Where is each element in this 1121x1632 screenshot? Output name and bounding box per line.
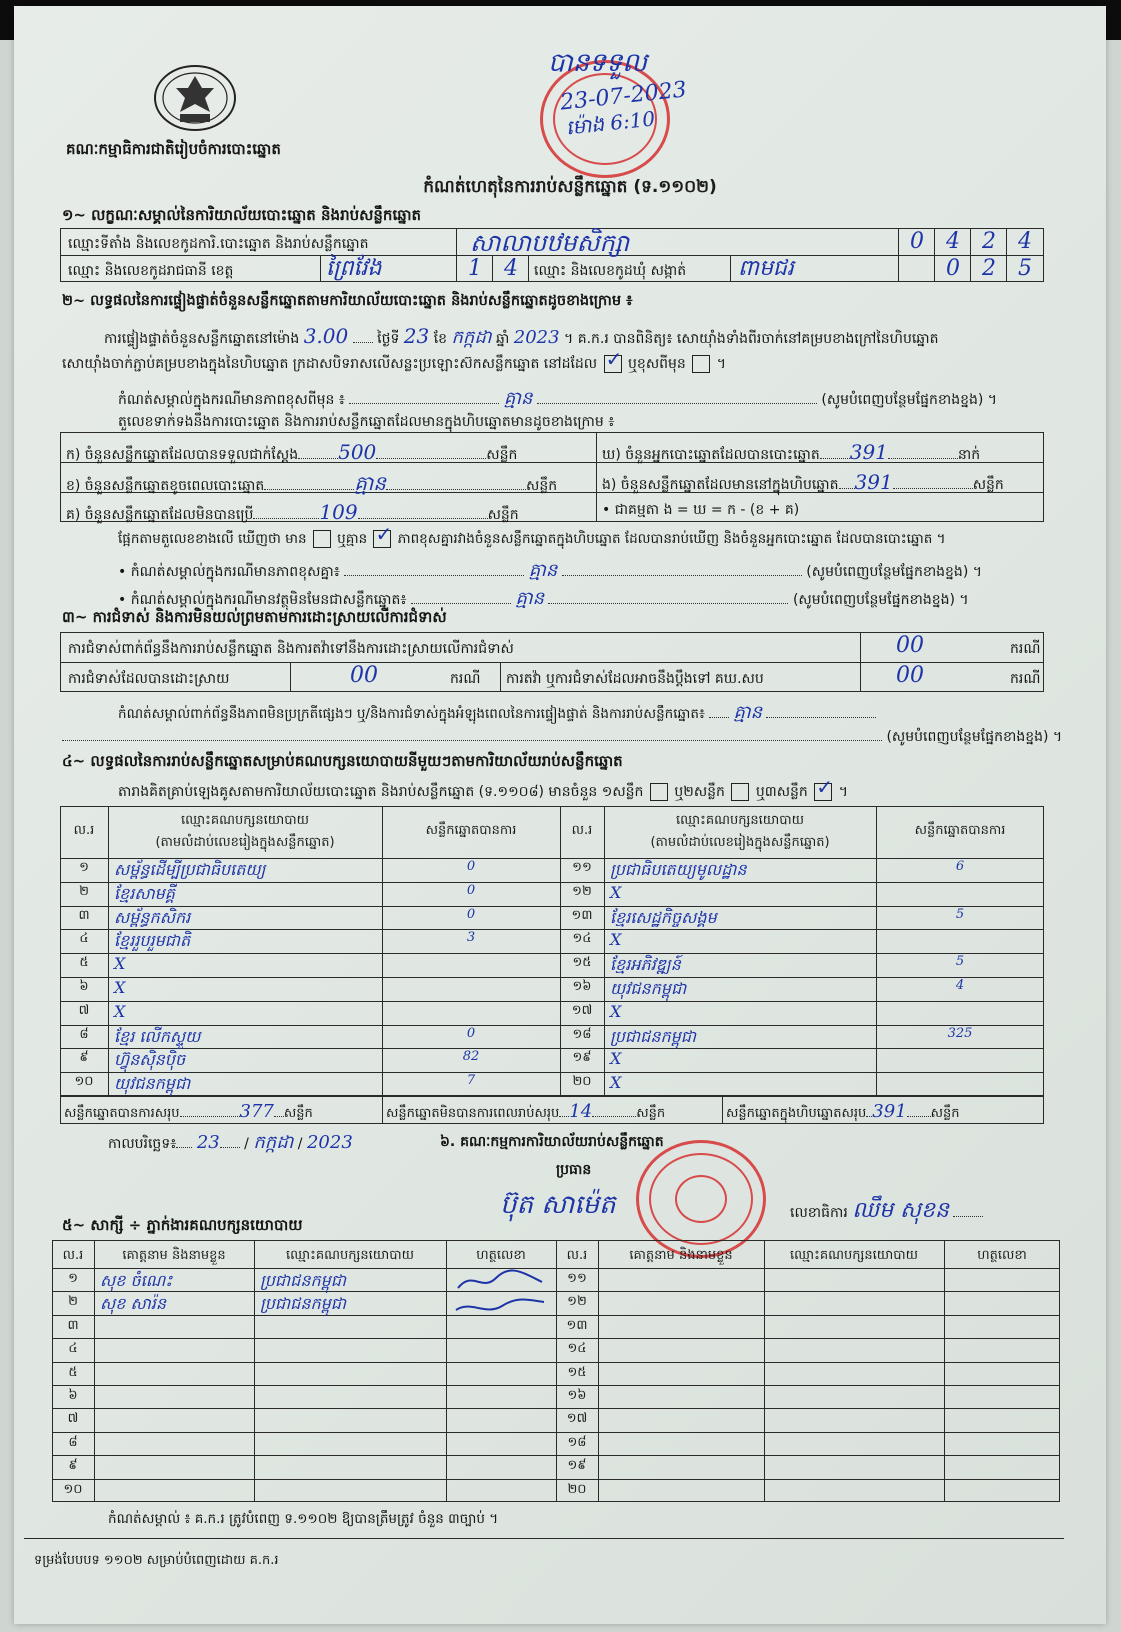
col-party-subheader: (តាមលំដាប់លេខរៀងក្នុងសន្លឹកឆ្នោត) <box>155 835 335 850</box>
party-row-number: ១៧ <box>571 1002 593 1018</box>
w-col-name: គោត្តនាម និងនាមខ្លួន <box>122 1248 226 1263</box>
province-code-digit: 1 <box>468 256 482 281</box>
witness-row-number: ៥ <box>68 1364 78 1380</box>
verify-month: កក្កដា <box>451 327 492 348</box>
col-votes-header: សន្លឹកឆ្នោតបានការ <box>425 823 517 838</box>
total-invalid: សន្លឹកឆ្នោតមិនបានការពេលរាប់សរុប 14 សន្លឹក <box>386 1101 666 1122</box>
party-name: ហ៊្វុនស៊ិនប៉ិច <box>114 1050 186 1070</box>
party-votes: 3 <box>466 930 476 946</box>
party-name: X <box>610 882 622 902</box>
col-no-header: ល.រ <box>571 823 593 838</box>
witness-name: សុខ សារ៉ន <box>100 1294 167 1314</box>
col-party-header: ឈ្មោះគណបក្សនយោបាយ <box>181 813 309 828</box>
row-divider <box>52 1362 1060 1363</box>
committee-name: គណៈកម្មាធិការជាតិរៀបចំការបោះឆ្នោត <box>66 140 281 158</box>
section1-title: ១~ លក្ខណៈសម្គាល់នៃការិយាល័យបោះឆ្នោត និងរាប់សន្លឹកឆ្នោត <box>62 206 422 224</box>
party-votes: 4 <box>955 978 965 993</box>
w-col-no: ល.រ <box>62 1248 84 1263</box>
witness-row-number: ២០ <box>567 1481 587 1497</box>
col-party-subheader: (តាមលំដាប់លេខរៀងក្នុងសន្លឹកឆ្នោត) <box>650 835 830 850</box>
w-col-no: ល.រ <box>566 1248 588 1263</box>
witness-row-number: ១៦ <box>567 1388 587 1403</box>
province-code-digit: 4 <box>504 256 518 281</box>
party-name: សម្ព័ន្ធកសិករ <box>114 907 191 927</box>
witness-row-number: ៣ <box>67 1317 79 1333</box>
formula: • ជាគម្មតា ង = ឃ = ក - (ខ + គ) <box>602 502 800 518</box>
party-name: យុវជនកម្ពុជា <box>114 1074 191 1094</box>
witness-row-number: ៤ <box>68 1341 78 1357</box>
section4-title: ៤~ លទ្ធផលនៃការរាប់សន្លឹកឆ្នោតសម្រាប់គណបក្សនយោបាយនីមួយៗតាមការិយាល័យរាប់សន្លឹកឆ្នោត <box>62 752 623 770</box>
party-row-number: ១៩ <box>572 1050 592 1066</box>
party-name: ខ្មែរសាមគ្គី <box>114 883 175 903</box>
party-votes: 7 <box>466 1073 476 1089</box>
row-divider <box>52 1455 1060 1456</box>
party-votes: 5 <box>955 954 965 970</box>
w-col-sign: ហត្ថលេខា <box>977 1248 1027 1263</box>
verify-line-1: ការផ្ទៀងផ្ទាត់ចំនួនសន្លឹកឆ្នោតនៅម៉ោង 3.00 ថ្ងៃទី 23 ខែ កក្កដា ឆ្នាំ 2023 ។ គ.ក.រ បានពិនិត្យ៖ សោយ៉ាំងទាំងពីរចាក់នៅគម្របខាងក្រៅនៃហិបឆ្នោត <box>104 324 939 348</box>
party-row-number: ៧ <box>78 1002 90 1018</box>
row-divider <box>52 1479 1060 1480</box>
section3-title: ៣~ ការជំទាស់ និងការមិនយល់ព្រមតាមការដោះស្រាយលើការជំទាស់ <box>62 608 447 626</box>
received-by-text: បានទទួល <box>548 48 648 78</box>
witness-name: សុខ ចំណេះ <box>100 1271 173 1290</box>
witness-row-number: ១៥ <box>567 1364 587 1380</box>
appeal-unit: ករណី <box>1010 671 1041 687</box>
party-row-number: ១ <box>79 860 89 875</box>
witness-party: ប្រជាជនកម្ពុជា <box>260 1294 347 1314</box>
check-line: ផ្អែកតាមតួលេខខាងលើ ឃើញថា មាន ឬគ្មាន ✓ ភាពខុសគ្នារវាងចំនួនសន្លឹកឆ្នោតក្នុងហិបឆ្នោត ដែលបានរាប់ឃើញ និងចំនួនអ្នកបោះឆ្នោត ដែលបានបោះឆ្នោត ។ <box>118 530 946 550</box>
party-name: ខ្មែររួបរួមជាតិ <box>114 931 191 951</box>
row-divider <box>52 1408 1060 1409</box>
station-label: ឈ្មោះទីតាំង និងលេខកូដការិ.បោះឆ្នោត និងរាប់សន្លឹកឆ្នោត <box>68 236 369 252</box>
commune-code-digit: 0 <box>946 256 960 281</box>
party-name: ខ្មែរអភិវឌ្ឍន៍ <box>610 955 681 975</box>
counting-committee-label: ៦. គណៈកម្មការការិយាល័យរាប់សន្លឹកឆ្នោត <box>440 1134 664 1150</box>
figure-a: ក) ចំនួនសន្លឹកឆ្នោតដែលបានទទួលជាក់ស្តែង 500 សន្លឹក <box>66 440 518 464</box>
witness-party: ប្រជាជនកម្ពុជា <box>260 1271 347 1290</box>
note-prev-value: គ្មាន <box>503 388 533 409</box>
party-votes: 5 <box>955 906 965 922</box>
form-footer: ទម្រង់បែបបទ ១១០២ សម្រាប់បំពេញដោយ គ.ក.រ <box>34 1553 279 1568</box>
party-name: យុវជនកម្ពុជា <box>610 979 687 998</box>
station-name: សាលាបឋមសិក្សា <box>470 229 630 257</box>
figure-d: ឃ) ចំនួនអ្នកបោះឆ្នោតដែលបានបោះឆ្នោត 391 នាក់ <box>602 440 981 464</box>
province-name: ព្រៃវែង <box>326 256 382 281</box>
witness-row-number: ៨ <box>68 1434 78 1450</box>
party-name: ប្រជាធិបតេយ្យមូលដ្ឋាន <box>610 860 747 879</box>
w-col-party: ឈ្មោះគណបក្សនយោបាយ <box>790 1248 918 1263</box>
received-date: 23-07-2023 <box>559 77 688 116</box>
commune-label: ឈ្មោះ និងលេខកូដឃុំ សង្កាត់ <box>534 263 687 279</box>
witness-row-number: ១២ <box>567 1294 587 1310</box>
party-row-number: ១៨ <box>572 1026 592 1042</box>
party-row-number: ១៤ <box>572 931 592 947</box>
resolved-label: ការជំទាស់ដែលបានដោះស្រាយ <box>68 671 230 687</box>
appeal-label: ការតវ៉ា ឬការជំទាស់ដែលអាចនឹងប្តឹងទៅ គឃ.សប <box>506 671 764 687</box>
tally-3-checkbox[interactable] <box>814 783 832 801</box>
party-name: ប្រជាជនកម្ពុជា <box>610 1026 697 1046</box>
party-name: X <box>114 978 126 997</box>
party-row-number: ៥ <box>79 955 89 971</box>
tally-1-checkbox[interactable] <box>650 783 668 801</box>
witness-row-number: ៦ <box>68 1388 78 1403</box>
w-col-party: ឈ្មោះគណបក្សនយោបាយ <box>286 1248 414 1263</box>
row-divider <box>52 1385 1060 1386</box>
party-name: X <box>610 1073 622 1093</box>
verify-day: 23 <box>403 324 430 348</box>
irregularity-note-line2: (សូមបំពេញបន្ថែមផ្នែកខាងខ្នង) ។ <box>62 726 1062 748</box>
table-intro: តួលេខទាក់ទងនឹងការបោះឆ្នោត និងការរាប់សន្លឹកឆ្នោតដែលមានក្នុងហិបឆ្នោតមានដូចខាងក្រោម ៖ <box>118 414 615 430</box>
row-divider <box>52 1432 1060 1433</box>
province-label: ឈ្មោះ និងលេខកូដរាជធានី ខេត្ត <box>68 263 234 279</box>
note-prev: កំណត់សម្គាល់ក្នុងករណីមានភាពខុសពីមុន ៖ គ្មាន (សូមបំពេញបន្ថែមផ្នែកខាងខ្នង) ។ <box>118 388 998 409</box>
witness-row-number: ១១ <box>567 1271 587 1286</box>
same-checkbox[interactable] <box>604 355 622 373</box>
commune-code-digit: 2 <box>982 256 996 281</box>
party-row-number: ២ <box>79 883 89 899</box>
party-row-number: ១២ <box>572 883 592 899</box>
witness-row-number: ១៩ <box>567 1458 587 1474</box>
witness-row-number: ៩ <box>68 1458 78 1474</box>
col-party-header: ឈ្មោះគណបក្សនយោបាយ <box>676 813 804 828</box>
form-title: កំណត់ហេតុនៃការរាប់សន្លឹកឆ្នោត (ទ.១១០២) <box>423 177 717 197</box>
different-checkbox[interactable] <box>692 355 710 373</box>
secretary-line: លេខាធិការ ឈឹម សុខន <box>790 1196 983 1228</box>
witness-row-number: ១៧ <box>566 1411 588 1427</box>
section2-title: ២~ លទ្ធផលនៃការផ្ទៀងផ្ទាត់ចំនួនសន្លឹកឆ្នោតតាមការិយាល័យបោះឆ្នោត និងរាប់សន្លឹកឆ្នោតដូចខាងក្រោម ៖ <box>62 293 633 309</box>
party-row-number: ១៥ <box>572 955 592 971</box>
party-votes: 325 <box>947 1025 973 1041</box>
party-name: សម្ព័ន្ធដើម្បីប្រជាធិបតេយ្យ <box>114 860 266 879</box>
party-row-number: ១៣ <box>571 907 593 923</box>
party-row-number: ១១ <box>572 860 592 875</box>
objection-row1-label: ការជំទាស់ពាក់ព័ន្ធនឹងការរាប់សន្លឹកឆ្នោត និងការតវ៉ាទៅនឹងការដោះស្រាយលើការជំទាស់ <box>68 641 514 657</box>
objection-row1-value: 00 <box>896 633 924 658</box>
party-row-number: ៤ <box>79 931 89 947</box>
irregularity-note: កំណត់សម្គាល់ពាក់ព័ន្ធនឹងភាពមិនប្រក្រតីផ្សេងៗ ឬ/និងការជំទាស់ក្នុងអំឡុងពេលនៃការផ្ទៀងផ្ទាត់ និងការរាប់សន្លឹកឆ្នោត៖ គ្មាន <box>118 700 876 727</box>
party-votes: 0 <box>466 906 476 922</box>
sign-date: កាលបរិច្ឆេទ៖ 23 / កក្កដា / 2023 <box>108 1132 353 1153</box>
party-name: X <box>610 930 622 950</box>
party-votes: 0 <box>466 882 476 898</box>
copies-note: កំណត់សម្គាល់ ៖ គ.ក.រ ត្រូវបំពេញ ទ.១១០២ ឱ្យបានត្រឹមត្រូវ ចំនួន ៣ច្បាប់ ។ <box>108 1511 499 1527</box>
nec-emblem-icon <box>150 62 240 134</box>
party-row-number: ២០ <box>572 1074 592 1090</box>
verify-year: 2023 <box>513 327 560 348</box>
secretary-signature: ឈឹម សុខន <box>852 1198 949 1223</box>
total-box: សន្លឹកឆ្នោតក្នុងហិបឆ្នោតសរុប 391 សន្លឹក <box>726 1101 960 1122</box>
party-row-number: ១៦ <box>572 979 592 994</box>
party-votes: 82 <box>462 1049 480 1065</box>
party-row-number: ១០ <box>74 1074 94 1090</box>
party-votes: 0 <box>466 859 476 874</box>
row-divider <box>52 1338 1060 1339</box>
received-time: ម៉ោង 6:10 <box>564 106 657 140</box>
col-votes-header: សន្លឹកឆ្នោតបានការ <box>914 823 1006 838</box>
verify-time: 3.00 <box>303 324 349 348</box>
figure-b: ខ) ចំនួនសន្លឹកឆ្នោតខូចពេលបោះឆ្នោត គ្មាន សន្លឹក <box>66 471 558 495</box>
party-name: X <box>114 1001 126 1021</box>
tally-2-checkbox[interactable] <box>731 783 749 801</box>
total-valid: សន្លឹកឆ្នោតបានការសរុប 377 សន្លឹក <box>64 1101 313 1122</box>
station-code-digit: 4 <box>946 229 960 254</box>
station-code-digit: 4 <box>1018 229 1032 254</box>
figure-e: ង) ចំនួនសន្លឹកឆ្នោតដែលមាននៅក្នុងហិបឆ្នោត 391 សន្លឹក <box>602 470 1004 494</box>
no-difference-checkbox[interactable] <box>373 530 391 548</box>
witness-row-number: ១០ <box>63 1481 83 1497</box>
resolved-value: 00 <box>350 663 378 688</box>
commune-name: ពាមជរ <box>738 256 794 281</box>
has-difference-checkbox[interactable] <box>313 530 331 548</box>
w-col-name: គោត្តនាម និងនាមខ្លួន <box>629 1248 733 1263</box>
party-name: X <box>114 954 126 974</box>
resolved-unit: ករណី <box>450 671 481 687</box>
party-row-number: ៦ <box>79 979 89 994</box>
party-name: ខ្មែរ លើកស្ទួយ <box>114 1026 201 1046</box>
party-name: ខ្មែរសេដ្ឋកិច្ចសង្គម <box>610 907 717 927</box>
appeal-value: 00 <box>896 663 924 688</box>
party-row-number: ៩ <box>79 1050 89 1066</box>
commune-code-digit: 5 <box>1018 256 1032 281</box>
witness-row-number: ១ <box>68 1271 78 1286</box>
witness-row-number: ១៨ <box>567 1434 587 1450</box>
party-row-number: ៣ <box>78 907 90 923</box>
tally-line: តារាងគិតគ្រាប់ឡេងគូសតាមការិយាល័យបោះឆ្នោត និងរាប់សន្លឹកឆ្នោត (ទ.១១០៨) មានចំនួន ១សន្លឹក ឬ២សន្លឹក ឬ៣សន្លឹក ✓ ។ <box>118 782 848 803</box>
note-diff: • កំណត់សម្គាល់ក្នុងករណីមានភាពខុសគ្នា៖ គ្មាន (សូមបំពេញបន្ថែមផ្នែកខាងខ្នង) ។ <box>118 560 982 581</box>
party-votes: 0 <box>466 1025 476 1041</box>
witness-row-number: ២ <box>68 1294 78 1310</box>
section5-title: ៥~ សាក្សី ÷ ភ្នាក់ងារគណបក្សនយោបាយ <box>62 1216 303 1234</box>
chair-label: ប្រធាន <box>556 1162 592 1178</box>
witness-row-number: ៧ <box>67 1411 79 1427</box>
figure-c: គ) ចំនួនសន្លឹកឆ្នោតដែលមិនបានប្រើ 109 សន្លឹក <box>66 500 519 524</box>
col-no-header: ល.រ <box>73 823 95 838</box>
verify-line-2: សោយ៉ាំងចាក់ភ្ជាប់គម្របខាងក្នុងនៃហិបឆ្នោត ក្រដាសបិទរាសលើសន្លះប្រឡោះស៊កសន្លឹកឆ្នោត នៅដដែល ✓ ឬខុសពីមុន ។ <box>62 354 726 375</box>
chair-signature: ប៊ុត សាម៉េត <box>500 1190 616 1220</box>
party-name: X <box>610 1001 622 1021</box>
station-code-digit: 0 <box>910 229 924 254</box>
witness-row-number: ១៣ <box>566 1317 588 1333</box>
station-code-digit: 2 <box>982 229 996 254</box>
objection-unit: ករណី <box>1010 641 1041 657</box>
party-votes: 6 <box>955 859 965 874</box>
party-name: X <box>610 1049 622 1069</box>
witness-row-number: ១៤ <box>567 1341 587 1357</box>
party-row-number: ៨ <box>79 1026 89 1042</box>
note-object: • កំណត់សម្គាល់ក្នុងករណីមានវត្ថុមិនមែនជាសន្លឹកឆ្នោត៖ គ្មាន (សូមបំពេញបន្ថែមផ្នែកខាងខ្នង) ។ <box>118 588 969 609</box>
witness-signature-2 <box>452 1294 548 1324</box>
w-col-sign: ហត្ថលេខា <box>476 1248 526 1263</box>
